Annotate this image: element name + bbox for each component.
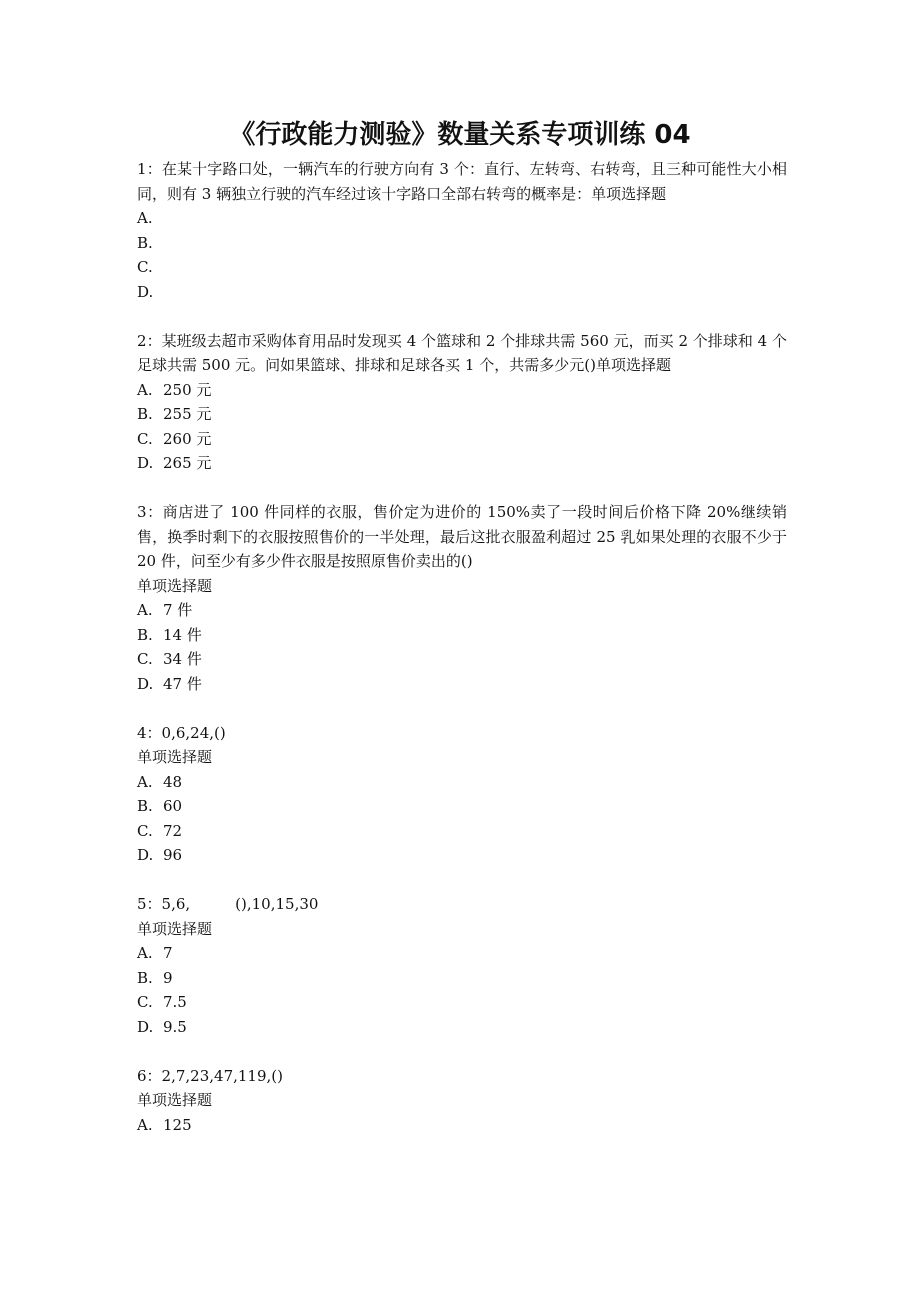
question-type: 单项选择题	[137, 1091, 213, 1109]
option-a	[137, 206, 787, 231]
option-text: 255 元	[163, 405, 212, 423]
option-list	[137, 598, 787, 696]
option-b	[137, 794, 787, 819]
option-letter: A.	[137, 1115, 153, 1134]
option-text: 125	[163, 1115, 192, 1134]
question-list	[137, 157, 787, 1137]
option-b	[137, 966, 787, 991]
question-text: 5：5,6, (),10,15,30	[137, 895, 319, 913]
option-a	[137, 378, 787, 403]
question-text: 1：在某十字路口处，一辆汽车的行驶方向有 3 个：直行、左转弯、右转弯，且三种可能性大小相同，则有 3 辆独立行驶的汽车经过该十字路口全部右转弯的概率是：单项选择题	[137, 160, 787, 203]
option-letter: B.	[137, 405, 153, 423]
option-text: 9	[163, 968, 173, 987]
question-text: 4：0,6,24,()	[137, 723, 226, 742]
option-c	[137, 647, 787, 672]
option-text: 60	[163, 797, 183, 815]
option-text: 47 件	[163, 674, 202, 693]
option-list	[137, 378, 787, 476]
option-text: 7.5	[163, 993, 187, 1011]
option-letter: C.	[137, 821, 153, 840]
option-a	[137, 941, 787, 966]
spacer	[137, 476, 787, 501]
option-text: 7 件	[163, 601, 193, 619]
option-c	[137, 255, 787, 280]
option-letter: B.	[137, 625, 153, 644]
question-text: 6：2,7,23,47,119,()	[137, 1066, 283, 1085]
question-type: 单项选择题	[137, 919, 213, 938]
option-letter: A.	[137, 944, 153, 962]
option-text: 48	[163, 772, 183, 791]
question-type: 单项选择题	[137, 576, 213, 595]
option-d	[137, 280, 787, 305]
option-letter: B.	[137, 233, 153, 252]
spacer	[137, 696, 787, 721]
option-d	[137, 451, 787, 476]
question-4	[137, 721, 787, 868]
option-text: 260 元	[163, 429, 212, 448]
option-letter: C.	[137, 650, 153, 668]
option-text: 96	[163, 846, 183, 864]
question-6	[137, 1064, 787, 1138]
option-letter: D.	[137, 1017, 154, 1036]
question-text: 2：某班级去超市采购体育用品时发现买 4 个篮球和 2 个排球共需 560 元，而买 2 个排球和 4 个足球共需 500 元。问如果篮球、排球和足球各买 1 个，共需多少元()单项选择题	[137, 331, 787, 374]
question-2	[137, 329, 787, 476]
option-letter: A.	[137, 209, 153, 227]
option-letter: D.	[137, 846, 154, 864]
option-text: 72	[163, 821, 183, 840]
option-letter: A.	[137, 772, 153, 791]
page-title: 《行政能力测验》数量关系专项训练 04	[229, 120, 691, 150]
question-1	[137, 157, 787, 304]
question-3	[137, 500, 787, 696]
option-letter: A.	[137, 601, 153, 619]
question-5	[137, 892, 787, 1039]
option-b	[137, 231, 787, 256]
spacer	[137, 304, 787, 329]
option-a	[137, 1113, 787, 1138]
option-b	[137, 623, 787, 648]
question-text: 3：商店进了 100 件同样的衣服，售价定为进价的 150%卖了一段时间后价格下降 20%继续销售，换季时剩下的衣服按照售价的一半处理，最后这批衣服盈利超过 25 乳如果处理的衣服不少于 20 件，问至少有多少件衣服是按照原售价卖出的()	[137, 503, 787, 570]
option-c	[137, 819, 787, 844]
option-letter: B.	[137, 968, 153, 987]
option-b	[137, 402, 787, 427]
option-d	[137, 843, 787, 868]
option-list	[137, 941, 787, 1039]
option-c	[137, 990, 787, 1015]
question-type: 单项选择题	[137, 748, 213, 766]
option-text: 14 件	[163, 625, 202, 644]
option-letter: D.	[137, 454, 154, 472]
option-d	[137, 1015, 787, 1040]
option-c	[137, 427, 787, 452]
option-letter: D.	[137, 282, 154, 301]
option-list	[137, 770, 787, 868]
spacer	[137, 868, 787, 893]
option-text: 9.5	[163, 1017, 187, 1036]
option-d	[137, 672, 787, 697]
option-list	[137, 206, 787, 304]
spacer	[137, 1039, 787, 1064]
option-text: 34 件	[163, 650, 202, 668]
option-letter: D.	[137, 674, 154, 693]
option-letter: A.	[137, 380, 153, 399]
option-letter: C.	[137, 993, 153, 1011]
option-letter: B.	[137, 797, 153, 815]
option-letter: C.	[137, 429, 153, 448]
option-a	[137, 598, 787, 623]
option-a	[137, 770, 787, 795]
option-text: 250 元	[163, 380, 212, 399]
option-text: 265 元	[163, 454, 212, 472]
option-list	[137, 1113, 787, 1138]
option-letter: C.	[137, 258, 153, 276]
option-text: 7	[163, 944, 173, 962]
